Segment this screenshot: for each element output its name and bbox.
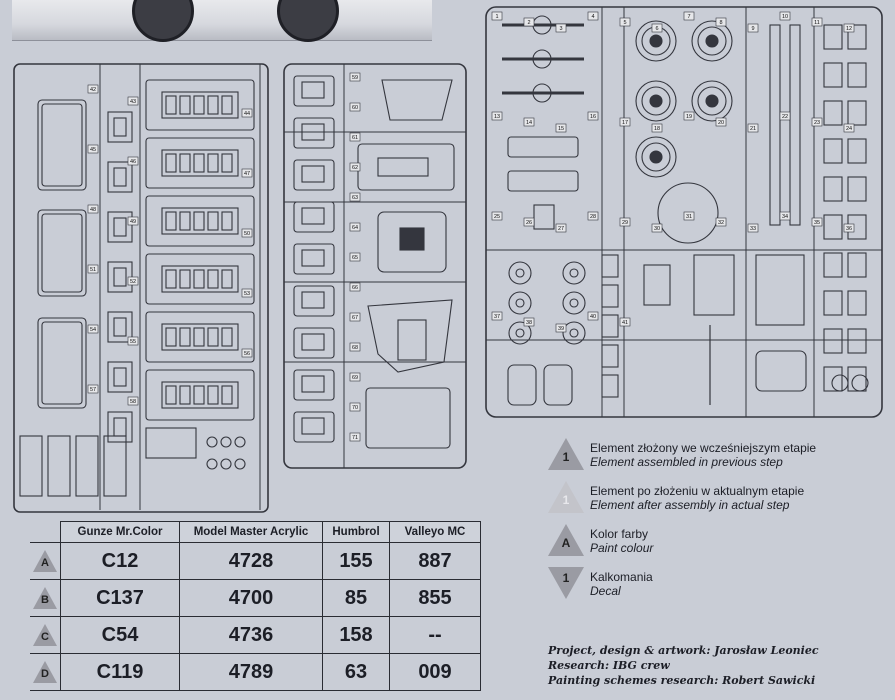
- sprue-part: [302, 418, 324, 434]
- sprue-part: [302, 292, 324, 308]
- sprue-part: [48, 436, 70, 496]
- part-number: 60: [351, 105, 359, 111]
- sprue-part: [824, 139, 842, 163]
- part-number: 7: [687, 14, 691, 20]
- part-number: 37: [493, 314, 501, 320]
- sprue-part: [824, 63, 842, 87]
- part-number: 52: [129, 279, 137, 285]
- part-number: 41: [621, 320, 629, 326]
- sprue-part: [602, 315, 618, 337]
- part-number: 20: [717, 120, 725, 126]
- part-number: 27: [557, 226, 565, 232]
- cell-gunze: C54: [61, 617, 180, 654]
- sprue-part: [366, 388, 450, 448]
- sprue-part: [378, 158, 428, 176]
- part-number: 50: [243, 231, 251, 237]
- sprue-part: [180, 328, 190, 346]
- sprue-part: [76, 436, 98, 496]
- sprue-part: [108, 112, 132, 142]
- legend-text-pl: Kalkomania: [590, 570, 653, 584]
- sprue-part: [38, 100, 86, 190]
- sprue-part: [38, 318, 86, 408]
- legend-symbol: 1: [562, 493, 570, 507]
- paint-key: D: [41, 668, 49, 680]
- sprue-part: [302, 250, 324, 266]
- sprue-part: [302, 208, 324, 224]
- legend-text-pl: Element złożony we wcześniejszym etapie: [590, 441, 817, 455]
- legend-symbol: 1: [562, 450, 570, 464]
- sprue-middle-drawing: [282, 62, 468, 470]
- paint-key-cell: [30, 617, 61, 654]
- triangle-key-icon: [33, 661, 57, 683]
- header-model-master: Model Master Acrylic: [180, 522, 323, 543]
- part-number: 69: [351, 375, 359, 381]
- cell-vallejo: --: [390, 617, 481, 654]
- sprue-part: [166, 212, 176, 230]
- triangle-down-icon: [546, 565, 586, 601]
- part-number: 71: [351, 435, 359, 441]
- paint-key: C: [41, 631, 49, 643]
- part-number: 5: [623, 20, 627, 26]
- sprue-part: [602, 375, 618, 397]
- paint-reference-table: [30, 521, 481, 691]
- sprue-part: [534, 205, 554, 229]
- sprue-part: [221, 459, 231, 469]
- sprue-part: [194, 328, 204, 346]
- sprue-part: [509, 292, 531, 314]
- sprue-part: [848, 253, 866, 277]
- sprue-part: [166, 328, 176, 346]
- sprue-part: [20, 436, 42, 496]
- sprue-part: [602, 345, 618, 367]
- sprue-part: [114, 418, 126, 436]
- legend-item-previous-step: [540, 436, 870, 479]
- cell-gunze: C119: [61, 654, 180, 691]
- part-number: 48: [89, 207, 97, 213]
- sprue-part: [508, 171, 578, 191]
- sprue-part: [166, 154, 176, 172]
- part-number: 29: [621, 220, 629, 226]
- triangle-key-icon: [33, 624, 57, 646]
- sprue-part: [602, 255, 618, 277]
- paint-key-cell: [30, 543, 61, 580]
- sprue-frame-middle: [282, 62, 468, 470]
- sprue-part: [706, 35, 718, 47]
- sprue-part: [108, 362, 132, 392]
- sprue-part: [824, 215, 842, 239]
- sprue-part: [208, 154, 218, 172]
- triangle-light-icon: [546, 479, 586, 515]
- credits-research: Research: IBG crew: [548, 659, 670, 672]
- sprue-part: [302, 334, 324, 350]
- sprue-part: [294, 202, 334, 232]
- sprue-part: [563, 262, 585, 284]
- part-number: 42: [89, 87, 97, 93]
- sprue-part: [848, 101, 866, 125]
- legend-symbol: A: [561, 536, 571, 550]
- part-number: 16: [589, 114, 597, 120]
- sprue-part: [694, 255, 734, 315]
- sprue-part: [208, 386, 218, 404]
- sprue-part: [294, 76, 334, 106]
- part-number: 53: [243, 291, 251, 297]
- part-number: 46: [129, 159, 137, 165]
- sprue-part: [516, 329, 524, 337]
- table-row: [30, 543, 481, 580]
- sprue-part: [602, 285, 618, 307]
- table-header-row: [30, 522, 481, 543]
- sprue-part: [294, 412, 334, 442]
- cell-gunze: C137: [61, 580, 180, 617]
- part-number: 32: [717, 220, 725, 226]
- legend-text-pl: Element po złożeniu w aktualnym etapie: [590, 484, 805, 498]
- sprue-part: [180, 212, 190, 230]
- part-number: 22: [781, 114, 789, 120]
- sprue-part: [509, 262, 531, 284]
- part-number: 38: [525, 320, 533, 326]
- sprue-part: [824, 101, 842, 125]
- part-number: 13: [493, 114, 501, 120]
- sprue-part: [207, 459, 217, 469]
- sprue-part: [42, 214, 82, 292]
- cell-vallejo: 855: [390, 580, 481, 617]
- sprue-part: [848, 63, 866, 87]
- legend-item-paint-colour: [540, 522, 870, 565]
- cell-gunze: C12: [61, 543, 180, 580]
- part-number: 1: [495, 14, 499, 20]
- sprue-part: [824, 329, 842, 353]
- sprue-part: [706, 95, 718, 107]
- part-number: 49: [129, 219, 137, 225]
- part-number: 23: [813, 120, 821, 126]
- sprue-part: [114, 168, 126, 186]
- triangle-dark-icon: [546, 436, 586, 472]
- sprue-part: [180, 386, 190, 404]
- sprue-right-drawing: [484, 5, 884, 420]
- sprue-part: [194, 154, 204, 172]
- part-number: 58: [129, 399, 137, 405]
- credits-painting: Painting schemes research: Robert Sawicki: [548, 674, 816, 687]
- part-number: 65: [351, 255, 359, 261]
- cell-humbrol: 155: [323, 543, 390, 580]
- sprue-part: [235, 459, 245, 469]
- sprue-part: [570, 299, 578, 307]
- part-number: 63: [351, 195, 359, 201]
- sprue-part: [208, 96, 218, 114]
- sprue-part: [180, 270, 190, 288]
- sprue-part: [194, 270, 204, 288]
- paint-key: B: [41, 594, 49, 606]
- sprue-part: [398, 320, 426, 360]
- part-number: 40: [589, 314, 597, 320]
- sprue-part: [544, 365, 572, 405]
- sprue-part: [207, 437, 217, 447]
- sprue-part: [222, 96, 232, 114]
- triangle-key-icon: [33, 550, 57, 572]
- table-row: [30, 654, 481, 691]
- sprue-part: [42, 104, 82, 186]
- part-number: 17: [621, 120, 629, 126]
- part-number: 61: [351, 135, 359, 141]
- sprue-part: [108, 162, 132, 192]
- sprue-part: [650, 95, 662, 107]
- sprue-part: [114, 218, 126, 236]
- part-number: 9: [751, 26, 755, 32]
- cell-model-master: 4728: [180, 543, 323, 580]
- part-number: 34: [781, 214, 789, 220]
- sprue-part: [650, 151, 662, 163]
- part-number: 62: [351, 165, 359, 171]
- part-number: 30: [653, 226, 661, 232]
- legend-text-en: Element assembled in previous step: [590, 455, 783, 469]
- sprue-part: [208, 270, 218, 288]
- cell-humbrol: 85: [323, 580, 390, 617]
- sprue-part: [235, 437, 245, 447]
- part-number: 36: [845, 226, 853, 232]
- cell-model-master: 4789: [180, 654, 323, 691]
- sprue-part: [294, 244, 334, 274]
- sprue-part: [294, 370, 334, 400]
- sprue-frame-left: [12, 62, 270, 514]
- cell-vallejo: 887: [390, 543, 481, 580]
- part-number: 14: [525, 120, 533, 126]
- legend-text-en: Decal: [590, 584, 621, 598]
- part-number: 25: [493, 214, 501, 220]
- part-number: 55: [129, 339, 137, 345]
- part-number: 31: [685, 214, 693, 220]
- sprue-part: [508, 365, 536, 405]
- triangle-dark-icon: [546, 522, 586, 558]
- sprue-left-drawing: [12, 62, 270, 514]
- part-number: 28: [589, 214, 597, 220]
- paint-key: A: [41, 557, 49, 569]
- sprue-part: [108, 412, 132, 442]
- header-gunze: Gunze Mr.Color: [61, 522, 180, 543]
- sprue-part: [222, 386, 232, 404]
- sprue-part: [166, 270, 176, 288]
- sprue-part: [222, 154, 232, 172]
- sprue-part: [508, 137, 578, 157]
- triangle-key-icon: [33, 587, 57, 609]
- sprue-part: [848, 177, 866, 201]
- sprue-part: [194, 96, 204, 114]
- header-vallejo: Valleyo MC: [390, 522, 481, 543]
- sprue-part: [516, 299, 524, 307]
- part-number: 57: [89, 387, 97, 393]
- part-number: 66: [351, 285, 359, 291]
- legend-text-pl: Kolor farby: [590, 527, 649, 541]
- sprue-part: [114, 368, 126, 386]
- sprue-part: [756, 255, 804, 325]
- sprue-part: [770, 25, 780, 225]
- legend-text-en: Element after assembly in actual step: [590, 498, 790, 512]
- sprue-part: [302, 82, 324, 98]
- credits-design: Project, design & artwork: Jarosław Leoniec: [548, 644, 819, 657]
- cell-vallejo: 009: [390, 654, 481, 691]
- sprue-part: [563, 292, 585, 314]
- sprue-part: [294, 286, 334, 316]
- sprue-part: [824, 177, 842, 201]
- sprue-part: [208, 212, 218, 230]
- sprue-part: [194, 212, 204, 230]
- table-row: [30, 580, 481, 617]
- sprue-part: [114, 268, 126, 286]
- sprue-part: [222, 212, 232, 230]
- sprue-part: [848, 329, 866, 353]
- symbol-legend: [540, 436, 870, 608]
- part-number: 15: [557, 126, 565, 132]
- sprue-part: [382, 80, 452, 120]
- sprue-part: [104, 436, 126, 496]
- sprue-part: [221, 437, 231, 447]
- part-number: 68: [351, 345, 359, 351]
- paint-key-cell: [30, 580, 61, 617]
- paint-key-cell: [30, 654, 61, 691]
- sprue-part: [166, 386, 176, 404]
- legend-text-en: Paint colour: [590, 541, 654, 555]
- sprue-part: [302, 376, 324, 392]
- sprue-part: [114, 118, 126, 136]
- sprue-part: [222, 328, 232, 346]
- sprue-part: [848, 367, 866, 391]
- sprue-part: [38, 210, 86, 296]
- legend-item-decal: [540, 565, 870, 608]
- sprue-part: [302, 166, 324, 182]
- wheel-photo-detail: [277, 0, 339, 42]
- sprue-part: [824, 25, 842, 49]
- part-number: 11: [814, 20, 820, 26]
- wheel-photo-detail: [132, 0, 194, 42]
- sprue-part: [570, 269, 578, 277]
- part-number: 10: [781, 14, 789, 20]
- sprue-frame-right: [484, 5, 884, 420]
- sprue-part: [400, 228, 424, 250]
- part-number: 26: [525, 220, 533, 226]
- legend-symbol: 1: [562, 571, 570, 585]
- sprue-part: [194, 386, 204, 404]
- part-number: 18: [653, 126, 661, 132]
- sprue-part: [832, 375, 848, 391]
- part-number: 2: [527, 20, 531, 26]
- sprue-part: [516, 269, 524, 277]
- header-humbrol: Humbrol: [323, 522, 390, 543]
- part-number: 39: [557, 326, 565, 332]
- sprue-part: [146, 428, 196, 458]
- part-number: 24: [845, 126, 853, 132]
- sprue-part: [650, 35, 662, 47]
- part-number: 54: [89, 327, 97, 333]
- cell-model-master: 4700: [180, 580, 323, 617]
- sprue-part: [166, 96, 176, 114]
- credits-block: [548, 643, 888, 688]
- cell-humbrol: 158: [323, 617, 390, 654]
- part-number: 59: [351, 75, 359, 81]
- part-number: 6: [655, 26, 659, 32]
- sprue-part: [848, 139, 866, 163]
- sprue-part: [180, 154, 190, 172]
- legend-item-actual-step: [540, 479, 870, 522]
- sprue-part: [790, 25, 800, 225]
- part-number: 33: [749, 226, 757, 232]
- part-number: 35: [813, 220, 821, 226]
- sprue-part: [294, 118, 334, 148]
- sprue-part: [824, 291, 842, 315]
- sprue-part: [368, 300, 452, 372]
- sprue-part: [108, 212, 132, 242]
- part-number: 56: [243, 351, 251, 357]
- sprue-part: [358, 144, 454, 190]
- sprue-part: [222, 270, 232, 288]
- part-number: 8: [719, 20, 723, 26]
- part-number: 45: [89, 147, 97, 153]
- sprue-part: [294, 328, 334, 358]
- sprue-part: [824, 253, 842, 277]
- part-number: 64: [351, 225, 359, 231]
- model-photo-strip: [12, 0, 432, 41]
- part-number: 47: [243, 171, 251, 177]
- part-number: 51: [89, 267, 97, 273]
- part-number: 12: [845, 26, 853, 32]
- sprue-part: [208, 328, 218, 346]
- sprue-part: [114, 318, 126, 336]
- sprue-part: [42, 322, 82, 404]
- table-row: [30, 617, 481, 654]
- part-number: 43: [129, 99, 137, 105]
- part-number: 3: [559, 26, 563, 32]
- part-number: 19: [685, 114, 693, 120]
- cell-humbrol: 63: [323, 654, 390, 691]
- part-number: 4: [591, 14, 595, 20]
- table-corner: [30, 522, 61, 543]
- sprue-part: [180, 96, 190, 114]
- cell-model-master: 4736: [180, 617, 323, 654]
- part-number: 44: [243, 111, 251, 117]
- sprue-part: [644, 265, 670, 305]
- sprue-part: [570, 329, 578, 337]
- sprue-part: [294, 160, 334, 190]
- part-number: 70: [351, 405, 359, 411]
- part-number: 21: [749, 126, 757, 132]
- sprue-part: [756, 351, 806, 391]
- sprue-part: [848, 291, 866, 315]
- part-number: 67: [351, 315, 359, 321]
